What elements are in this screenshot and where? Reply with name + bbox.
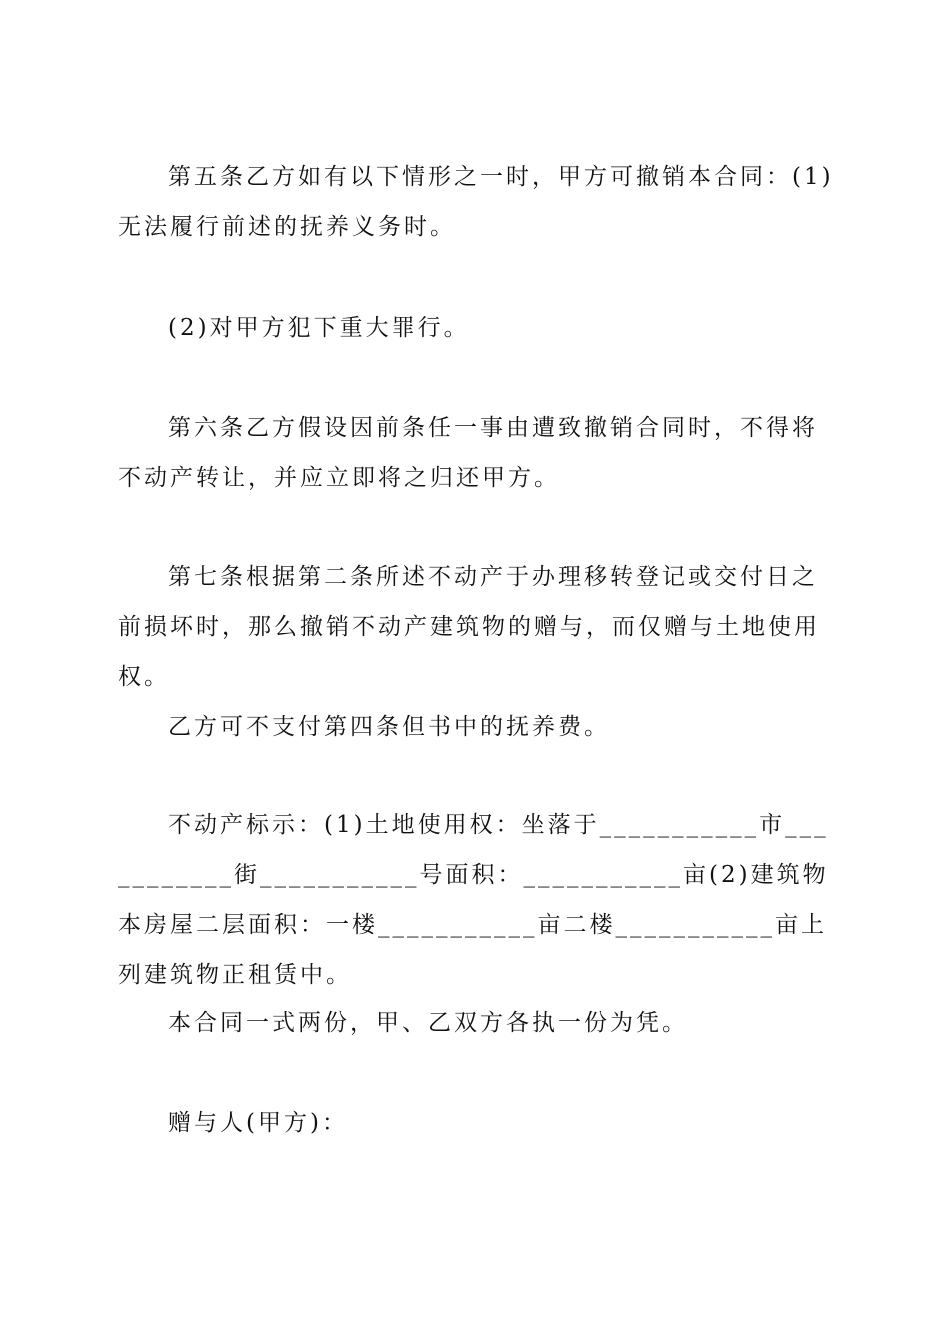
clause-5-item-2-paragraph: (2)对甲方犯下重大罪行。	[168, 315, 470, 341]
property-description-paragraph: 不动产标示：(1)土地使用权：坐落于___________市___________街___________号面积：___________亩(2)建筑物本房屋二层面积：一楼___________亩二楼___________亩上列建筑物正租赁中。	[118, 812, 829, 988]
clause-7-paragraph: 第七条根据第二条所述不动产于办理移转登记或交付日之前损坏时，那么撤销不动产建筑物的赠与，而仅赠与土地使用权。	[118, 564, 820, 690]
support-fee-paragraph: 乙方可不支付第四条但书中的抚养费。	[168, 714, 610, 740]
clause-5-paragraph: 第五条乙方如有以下情形之一时，甲方可撤销本合同：(1)无法履行前述的抚养义务时。	[118, 164, 834, 240]
clause-6-paragraph: 第六条乙方假设因前条任一事由遭致撤销合同时，不得将不动产转让，并应立即将之归还甲方。	[118, 415, 818, 491]
copies-paragraph: 本合同一式两份，甲、乙双方各执一份为凭。	[168, 1010, 688, 1036]
donor-signature-line: 赠与人(甲方)：	[168, 1110, 348, 1136]
